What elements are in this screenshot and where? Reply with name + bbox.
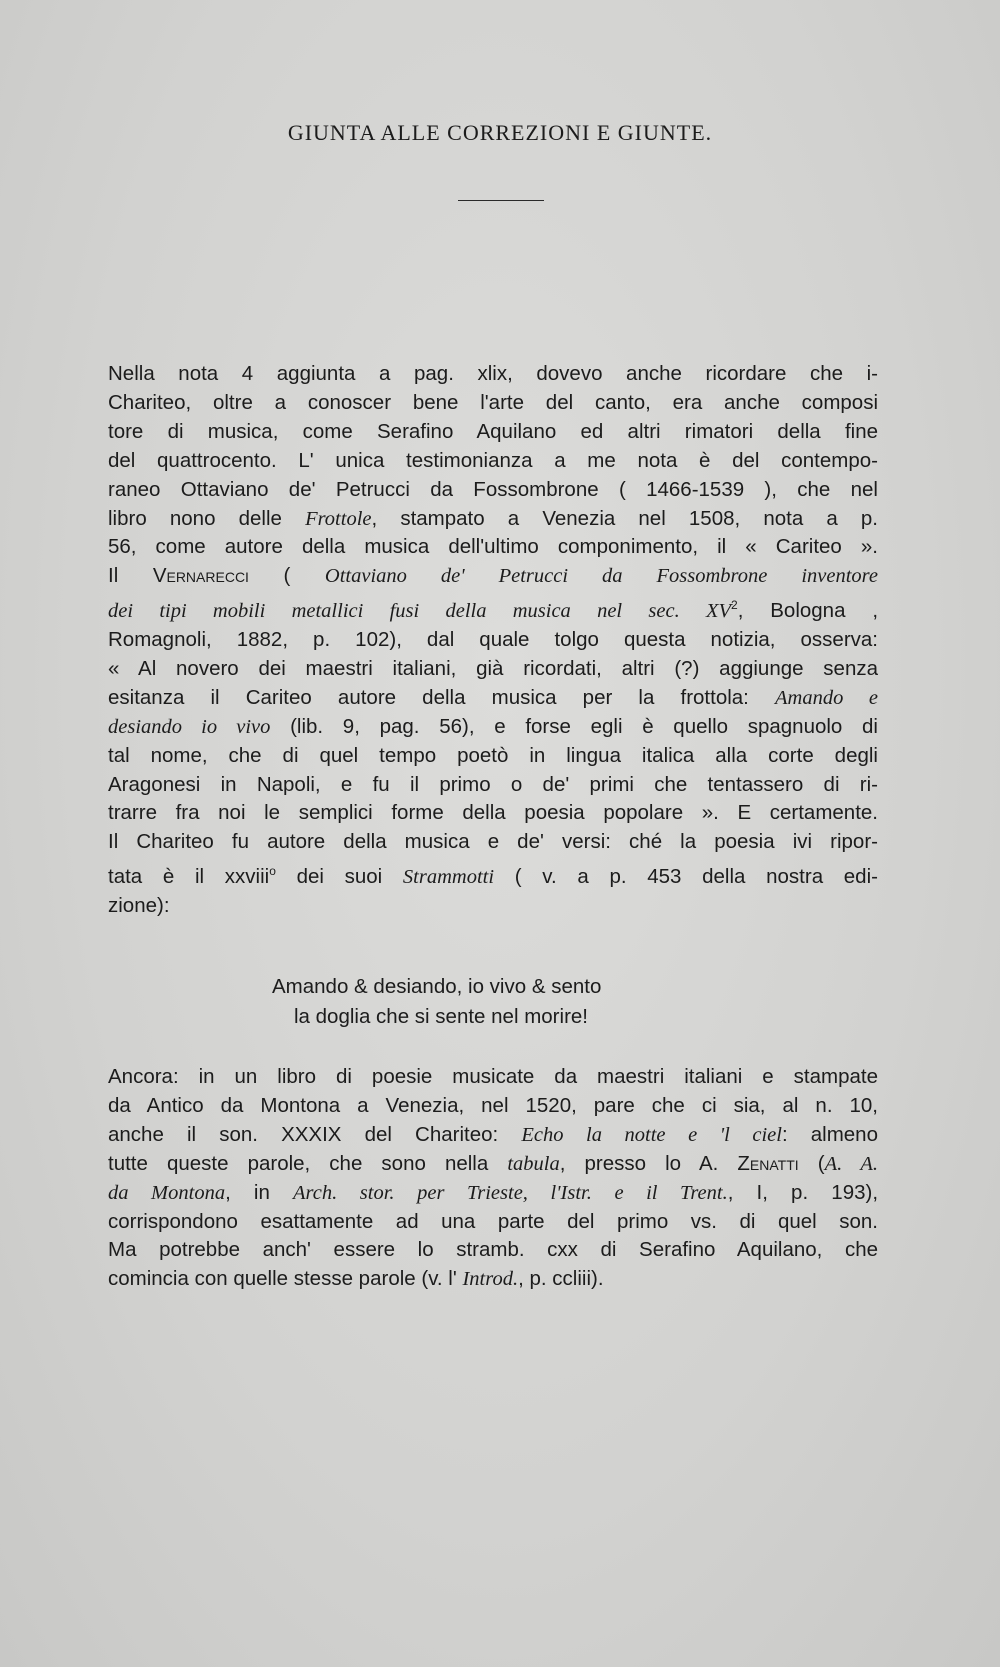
page-title: GIUNTA ALLE CORREZIONI E GIUNTE. xyxy=(287,120,713,145)
paragraph-2 xyxy=(108,1063,878,1294)
text-line: Il Chariteo fu autore della musica e de' versi: ché la poesia ivi ripor- xyxy=(108,830,878,854)
text-line: desiando io vivo (lib. 9, pag. 56), e forse egli è quello spagnuolo di xyxy=(108,714,878,738)
text-line: trarre fra noi le semplici forme della poesia popolare ». E certamente. xyxy=(108,801,878,825)
text-line: anche il son. XXXIX del Chariteo: Echo la notte e 'l ciel: almeno xyxy=(108,1122,878,1146)
text-line: tata è il xxviii$^o$ dei suoi Strammotti ( v. a p. 453 della nostra edi- xyxy=(108,864,878,889)
text-line: dei tipi mobili metallici fusi della musica nel sec. $XV^2$, Bologna , xyxy=(108,598,879,623)
text-line: corrispondono esattamente ad una parte del primo vs. di quel son. xyxy=(108,1209,878,1233)
text-line: esitanza il Cariteo autore della musica per la frottola: Amando e xyxy=(108,685,878,709)
text-line: del quattrocento. L' unica testimonianza a me nota è del contempo- xyxy=(108,448,878,472)
text-line: tore di musica, come Serafino Aquilano ed altri rimatori della fine xyxy=(108,419,878,443)
verse-line: Amando & desiando, io vivo & sento xyxy=(272,975,602,998)
text-line: Romagnoli, 1882, p. 102), dal quale tolgo questa notizia, osserva: xyxy=(108,627,878,651)
text-line: Nella nota 4 aggiunta a pag. xlix, dovevo anche ricordare che i- xyxy=(108,362,878,385)
text-line: da Montona, in Arch. stor. per Trieste, l'Istr. e il Trent., I, p. 193), xyxy=(108,1180,879,1204)
text-line: Ma potrebbe anch' essere lo stramb. cxx di Serafino Aquilano, che xyxy=(108,1238,878,1262)
title-rule xyxy=(458,200,544,201)
text-line: Il Vernarecci ( Ottaviano de' Petrucci da Fossombrone inventore xyxy=(108,564,879,588)
paragraph-1 xyxy=(108,360,878,921)
text-line: tutte queste parole, che sono nella tabula, presso lo A. Zenatti (A. A. xyxy=(108,1151,878,1175)
text-line: da Antico da Montona a Venezia, nel 1520, pare che ci sia, al n. 10, xyxy=(108,1093,878,1117)
text-line: 56, come autore della musica dell'ultimo componimento, il « Cariteo ». xyxy=(108,535,878,559)
text-line: raneo Ottaviano de' Petrucci da Fossombrone ( 1466-1539 ), che nel xyxy=(108,477,878,501)
text-line: tal nome, che di quel tempo poetò in lingua italica alla corte degli xyxy=(108,743,878,767)
text-line: comincia con quelle stesse parole (v. l' Introd., p. ccliii). xyxy=(108,1267,604,1291)
text-line: zione): xyxy=(108,893,170,917)
verse-quote xyxy=(272,972,601,1032)
text-line: Chariteo, oltre a conoscer bene l'arte del canto, era anche composi xyxy=(108,390,878,414)
text-line: « Al novero dei maestri italiani, già ricordati, altri (?) aggiunge senza xyxy=(108,656,878,680)
verse-line: la doglia che si sente nel morire! xyxy=(294,1005,588,1028)
text-line: libro nono delle Frottole, stampato a Venezia nel 1508, nota a p. xyxy=(108,506,878,530)
text-line: Ancora: in un libro di poesie musicate da maestri italiani e stampate xyxy=(108,1065,878,1088)
text-line: Aragonesi in Napoli, e fu il primo o de' primi che tentassero di ri- xyxy=(108,772,878,796)
